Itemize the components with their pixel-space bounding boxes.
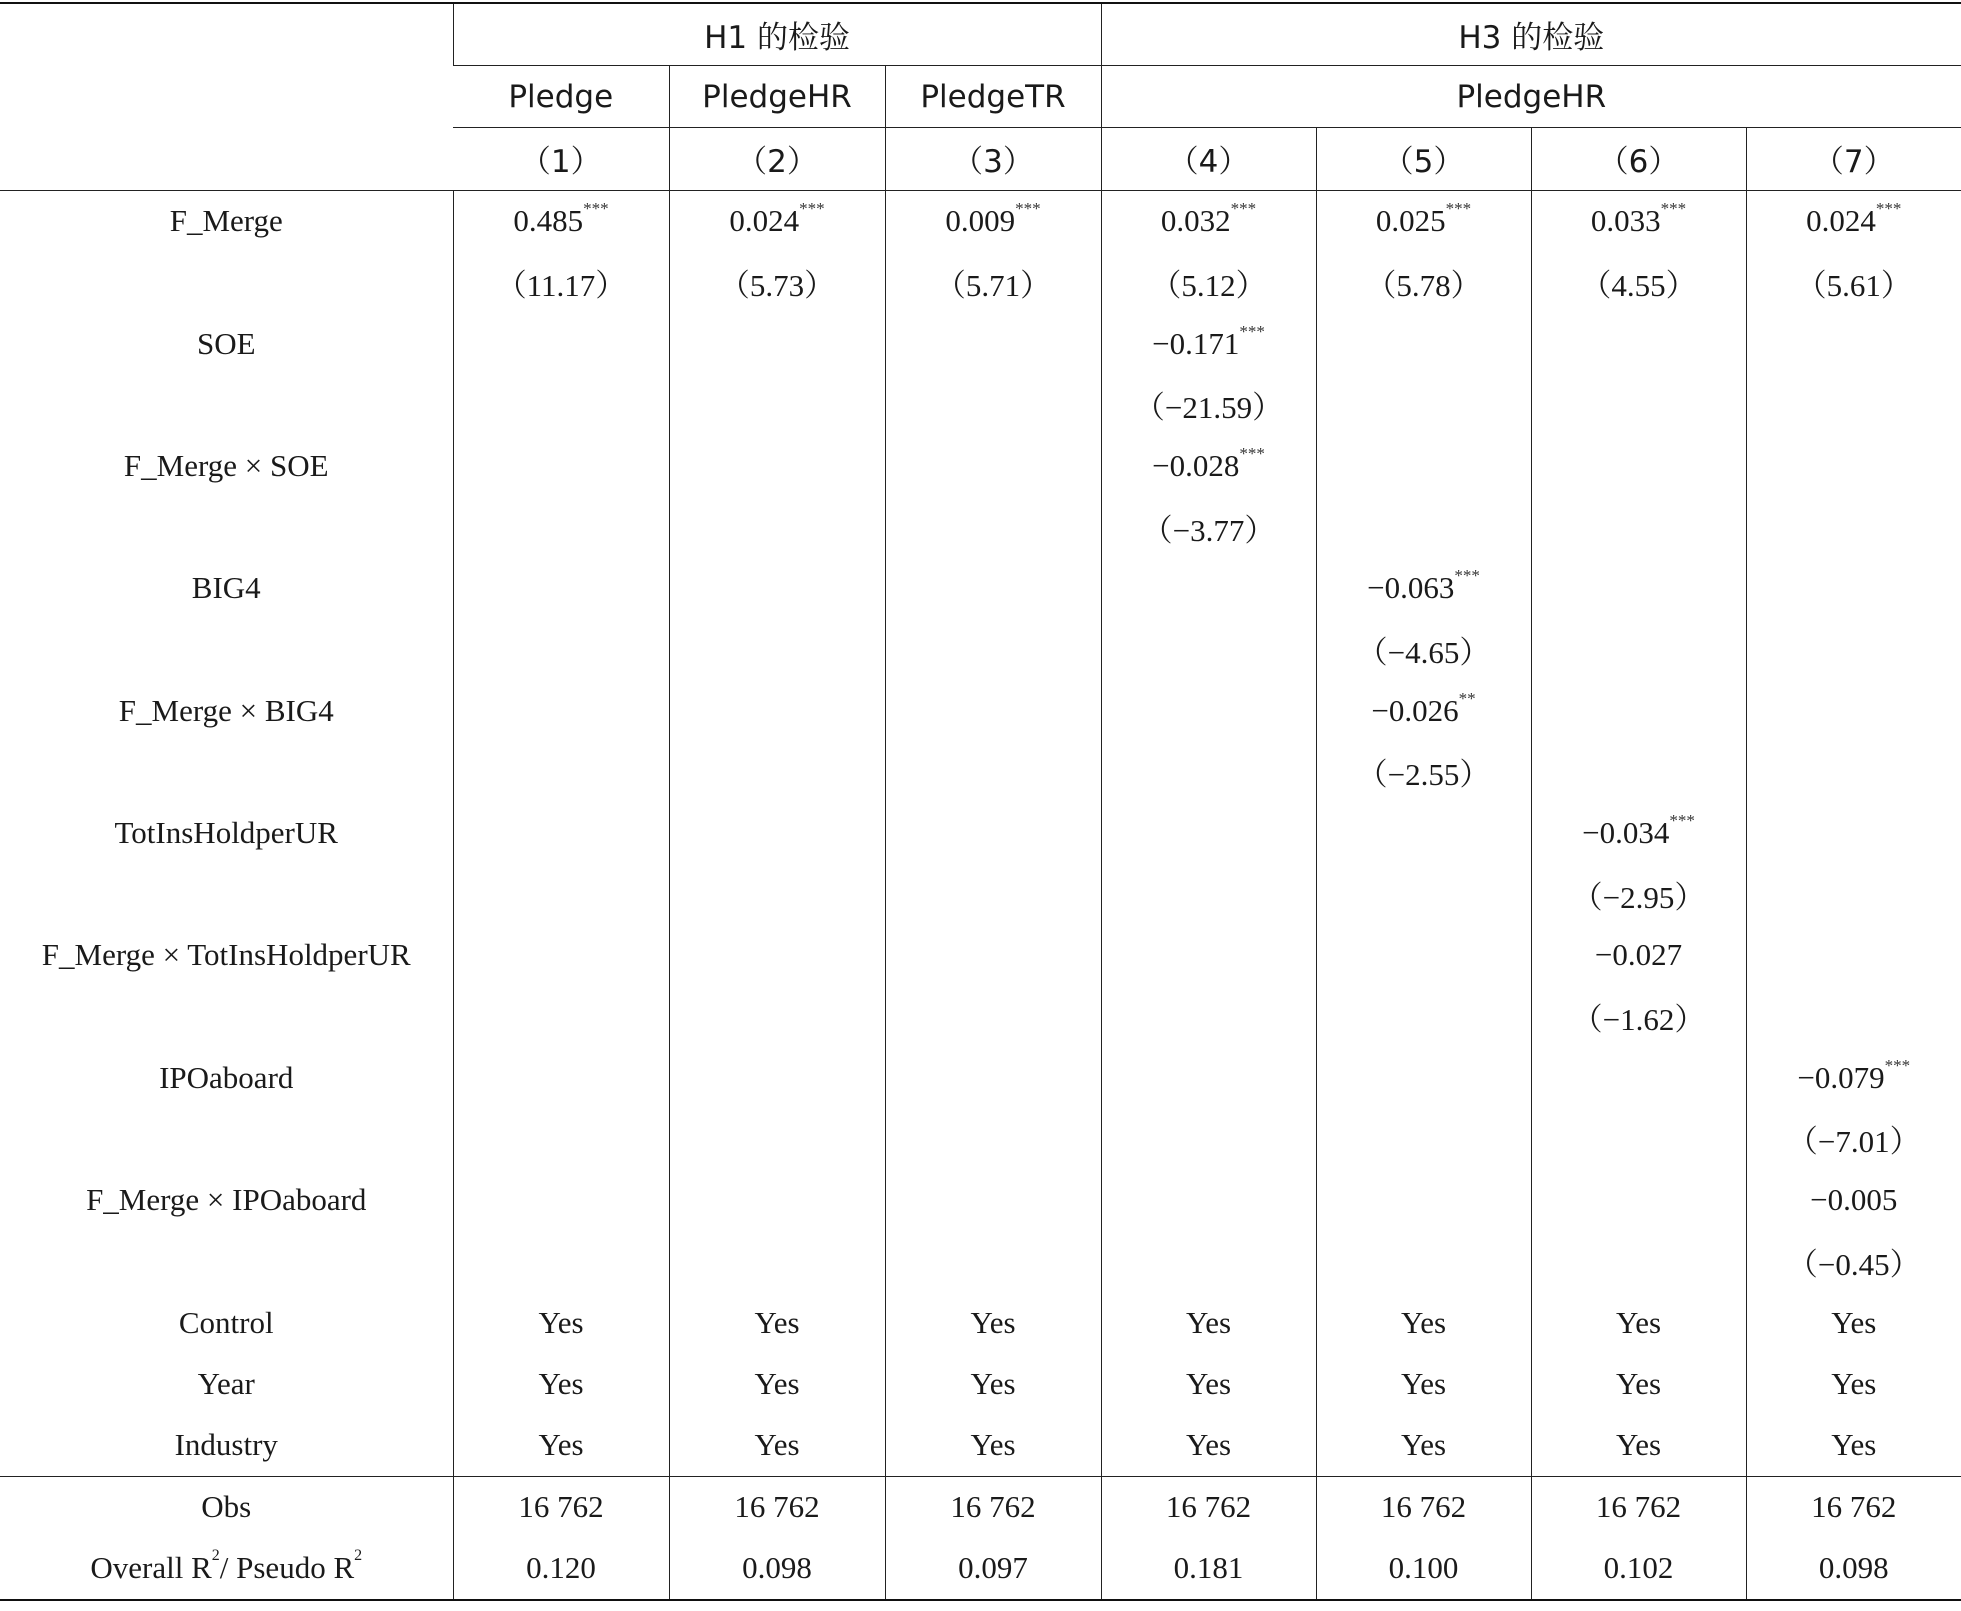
table-cell	[669, 497, 885, 558]
cell-value: 16 762	[950, 1489, 1036, 1525]
cell-value: Yes	[754, 1304, 800, 1340]
row-label: Obs	[0, 1476, 453, 1538]
table-cell	[453, 1353, 669, 1414]
table-cell	[1316, 435, 1531, 496]
table-cell	[1316, 1170, 1531, 1231]
table-cell	[1101, 1292, 1316, 1353]
row-label: Year	[197, 1365, 255, 1401]
table-cell	[885, 558, 1101, 619]
significance-stars: ***	[1015, 199, 1041, 219]
table-cell	[453, 864, 669, 925]
group-header-h1: H1 的检验	[453, 3, 1101, 66]
table-cell	[453, 925, 669, 986]
table-cell	[1746, 1292, 1961, 1353]
table-row	[0, 558, 1961, 619]
cell-value: 0.033	[1590, 203, 1661, 239]
table-cell	[1746, 680, 1961, 741]
significance-stars: ***	[1239, 321, 1265, 341]
table-row	[0, 1170, 1961, 1231]
column-number: （5）	[1316, 128, 1531, 190]
row-label: TotInsHoldperUR	[114, 815, 338, 851]
cell-value: Yes	[1831, 1426, 1877, 1462]
table-cell	[1531, 313, 1746, 374]
cell-value: Yes	[754, 1365, 800, 1401]
table-cell	[1316, 1414, 1531, 1476]
table-cell	[1101, 252, 1316, 313]
table-cell	[669, 1414, 885, 1476]
cell-value: （11.17）	[495, 267, 627, 303]
table-cell	[1101, 1231, 1316, 1292]
table-cell: 0.181	[1101, 1538, 1316, 1600]
significance-stars: **	[1458, 688, 1476, 708]
table-cell	[1746, 435, 1961, 496]
table-cell	[1746, 190, 1961, 252]
table-cell	[669, 680, 885, 741]
table-cell	[1746, 558, 1961, 619]
table-cell	[1746, 864, 1961, 925]
table-cell	[1316, 680, 1531, 741]
table-cell	[1746, 741, 1961, 802]
table-cell	[885, 1047, 1101, 1108]
table-cell	[1101, 1170, 1316, 1231]
table-cell	[885, 313, 1101, 374]
table-cell	[885, 1476, 1101, 1538]
depvar-header: Pledge	[453, 66, 669, 128]
table-cell	[885, 1231, 1101, 1292]
significance-stars: ***	[1230, 199, 1257, 219]
cell-value: （−3.77）	[1141, 512, 1276, 548]
table-cell	[1531, 252, 1746, 313]
table-cell	[1746, 1353, 1961, 1414]
table-cell	[1316, 252, 1531, 313]
table-cell	[1531, 1353, 1746, 1414]
table-cell	[885, 252, 1101, 313]
table-cell	[1531, 190, 1746, 252]
cell-value: Yes	[1185, 1426, 1232, 1462]
significance-stars: ***	[1660, 199, 1687, 219]
table-cell	[1316, 1231, 1531, 1292]
table-cell	[1101, 558, 1316, 619]
cell-value: −0.034	[1582, 815, 1670, 851]
cell-value: Yes	[538, 1365, 584, 1401]
table-cell	[1531, 1476, 1746, 1538]
cell-value: （−2.55）	[1356, 757, 1491, 793]
table-cell	[1316, 1047, 1531, 1108]
table-row	[0, 986, 1961, 1047]
table-cell	[1101, 1047, 1316, 1108]
cell-value: （−4.65）	[1356, 634, 1491, 670]
row-label: F_Merge × TotInsHoldperUR	[41, 937, 411, 973]
cell-value: −0.063	[1367, 570, 1455, 606]
table-cell	[1746, 1108, 1961, 1169]
table-cell	[453, 497, 669, 558]
table-cell	[1316, 313, 1531, 374]
table-cell	[1316, 497, 1531, 558]
table-cell	[453, 1231, 669, 1292]
table-cell	[885, 1108, 1101, 1169]
row-label: SOE	[196, 325, 256, 361]
cell-value: 16 762	[1380, 1489, 1467, 1525]
table-cell	[669, 986, 885, 1047]
cell-value: Yes	[970, 1365, 1016, 1401]
cell-value: 16 762	[518, 1489, 604, 1525]
table-row	[0, 1292, 1961, 1353]
table-cell	[669, 558, 885, 619]
table-cell	[885, 190, 1101, 252]
table-cell	[1101, 1353, 1316, 1414]
table-cell	[669, 1108, 885, 1169]
cell-value: −0.171	[1152, 325, 1240, 361]
cell-value: −0.026	[1371, 692, 1459, 728]
column-number: （2）	[669, 128, 885, 190]
table-cell	[1101, 741, 1316, 802]
table-row	[0, 1047, 1961, 1108]
table-cell	[1531, 497, 1746, 558]
superscript: 2	[354, 1547, 363, 1565]
table-cell	[1531, 1170, 1746, 1231]
significance-stars: ***	[799, 199, 825, 219]
table-cell	[1316, 925, 1531, 986]
table-cell	[885, 1170, 1101, 1231]
table-cell	[1316, 802, 1531, 863]
table-cell	[669, 619, 885, 680]
table-cell	[669, 374, 885, 435]
row-label	[0, 986, 453, 1047]
column-number: （7）	[1746, 128, 1961, 190]
table-cell	[1746, 802, 1961, 863]
cell-value: Yes	[538, 1304, 584, 1340]
table-cell	[1316, 741, 1531, 802]
table-cell	[453, 1047, 669, 1108]
table-cell	[1746, 374, 1961, 435]
table-cell	[1531, 1292, 1746, 1353]
table-cell	[453, 1108, 669, 1169]
significance-stars: ***	[1875, 199, 1902, 219]
table-cell	[669, 1170, 885, 1231]
cell-value: −0.005	[1810, 1182, 1898, 1218]
cell-value: （4.55）	[1580, 267, 1697, 303]
table-cell	[453, 802, 669, 863]
table-cell	[1316, 1353, 1531, 1414]
table-row	[0, 1353, 1961, 1414]
table-cell	[1101, 864, 1316, 925]
row-label	[0, 864, 453, 925]
table-cell: 0.100	[1316, 1538, 1531, 1600]
significance-stars: ***	[1669, 811, 1695, 831]
cell-value: Yes	[1615, 1365, 1662, 1401]
row-label: F_Merge × SOE	[123, 447, 329, 483]
table-row	[0, 313, 1961, 374]
cell-value: 16 762	[1595, 1489, 1682, 1525]
cell-value: （5.12）	[1150, 267, 1267, 303]
table-row	[0, 619, 1961, 680]
table-cell	[885, 435, 1101, 496]
table-cell	[1101, 925, 1316, 986]
significance-stars: ***	[1884, 1055, 1911, 1075]
table-row	[0, 374, 1961, 435]
table-cell: 0.120	[453, 1538, 669, 1600]
table-cell	[1531, 802, 1746, 863]
table-cell	[1746, 313, 1961, 374]
regression-table	[0, 2, 1961, 1601]
table-cell	[1531, 1231, 1746, 1292]
table-cell	[1531, 1414, 1746, 1476]
table-cell	[669, 1047, 885, 1108]
table-cell	[1746, 497, 1961, 558]
table-cell	[885, 619, 1101, 680]
column-number: （4）	[1101, 128, 1316, 190]
table-cell	[1316, 558, 1531, 619]
significance-stars: ***	[1445, 199, 1472, 219]
cell-value: Yes	[538, 1426, 584, 1462]
table-row	[0, 1476, 1961, 1538]
table-cell	[1746, 252, 1961, 313]
table-cell	[1316, 1108, 1531, 1169]
table-cell	[1531, 741, 1746, 802]
table-cell	[1746, 1047, 1961, 1108]
table-cell	[669, 190, 885, 252]
cell-value: （−0.45）	[1786, 1246, 1921, 1282]
significance-stars: ***	[1239, 443, 1265, 463]
depvar-header: PledgeHR	[669, 66, 885, 128]
table-row	[0, 190, 1961, 252]
table-row	[0, 864, 1961, 925]
cell-value: Yes	[1615, 1426, 1662, 1462]
table-cell	[1531, 558, 1746, 619]
table-cell	[885, 986, 1101, 1047]
row-label: F_Merge	[169, 203, 283, 239]
table-cell	[1746, 1231, 1961, 1292]
table-cell	[1531, 619, 1746, 680]
table-row	[0, 497, 1961, 558]
column-number: （6）	[1531, 128, 1746, 190]
cell-value: 0.032	[1160, 203, 1231, 239]
row-label	[0, 1108, 453, 1169]
table-cell	[453, 252, 669, 313]
table-row	[0, 1108, 1961, 1169]
table-cell	[1746, 1170, 1961, 1231]
table-cell	[885, 1353, 1101, 1414]
cell-value: Yes	[970, 1304, 1016, 1340]
table-cell	[1101, 680, 1316, 741]
table-cell	[453, 1292, 669, 1353]
table-cell	[453, 1414, 669, 1476]
row-label	[0, 619, 453, 680]
table-cell	[1101, 986, 1316, 1047]
cell-value: （5.78）	[1365, 267, 1482, 303]
table-cell	[669, 1231, 885, 1292]
table-cell	[1746, 619, 1961, 680]
table-row	[0, 741, 1961, 802]
table-cell	[669, 925, 885, 986]
table-cell	[1316, 190, 1531, 252]
table-cell	[1746, 1476, 1961, 1538]
cell-value: （5.71）	[934, 267, 1052, 303]
cell-value: 16 762	[1811, 1489, 1897, 1525]
table-cell	[453, 1170, 669, 1231]
cell-value: Yes	[1400, 1365, 1447, 1401]
r2-label-part: / Pseudo R	[219, 1550, 355, 1586]
table-cell	[1531, 986, 1746, 1047]
cell-value: Yes	[1400, 1426, 1447, 1462]
depvar-header: PledgeTR	[885, 66, 1101, 128]
table-cell	[1531, 1108, 1746, 1169]
cell-value: 0.485	[513, 203, 584, 239]
cell-value: （−7.01）	[1786, 1124, 1921, 1160]
table-cell	[1531, 925, 1746, 986]
table-cell	[453, 741, 669, 802]
row-label	[0, 497, 453, 558]
table-cell	[1316, 1292, 1531, 1353]
table-cell	[669, 313, 885, 374]
r2-row	[0, 1538, 1961, 1600]
table-cell	[453, 435, 669, 496]
cell-value: Yes	[1831, 1304, 1877, 1340]
cell-value: −0.028	[1152, 447, 1240, 483]
table-cell	[885, 1292, 1101, 1353]
cell-value: Yes	[754, 1426, 800, 1462]
cell-value: （−1.62）	[1571, 1002, 1706, 1038]
table-row	[0, 925, 1961, 986]
table-cell	[1316, 619, 1531, 680]
table-cell	[453, 558, 669, 619]
table-cell: 0.098	[1746, 1538, 1961, 1600]
row-label: F_Merge × BIG4	[118, 692, 334, 728]
table-cell	[1101, 1108, 1316, 1169]
row-label	[0, 1538, 453, 1600]
table-cell: 0.098	[669, 1538, 885, 1600]
table-cell	[669, 252, 885, 313]
table-cell	[885, 680, 1101, 741]
table-cell	[453, 680, 669, 741]
table-cell	[1316, 374, 1531, 435]
table-cell	[1746, 986, 1961, 1047]
group-header-h3: H3 的检验	[1101, 3, 1961, 66]
cell-value: （5.73）	[718, 267, 836, 303]
table-cell	[1101, 313, 1316, 374]
cell-value: −0.079	[1797, 1059, 1885, 1095]
depvar-header-h3: PledgeHR	[1101, 66, 1961, 128]
cell-value: （−2.95）	[1571, 879, 1706, 915]
cell-value: 16 762	[1165, 1489, 1252, 1525]
table-cell	[453, 313, 669, 374]
column-number: （1）	[453, 128, 669, 190]
table-cell	[669, 1292, 885, 1353]
table-cell	[1101, 802, 1316, 863]
row-label	[0, 374, 453, 435]
table-cell	[1316, 864, 1531, 925]
cell-value: 0.009	[945, 203, 1016, 239]
table-cell	[1531, 435, 1746, 496]
table-cell	[669, 435, 885, 496]
table-cell	[1101, 1476, 1316, 1538]
table-cell	[1101, 374, 1316, 435]
table-cell	[885, 864, 1101, 925]
row-label: IPOaboard	[159, 1059, 294, 1095]
table-cell	[1316, 986, 1531, 1047]
cell-value: 16 762	[734, 1489, 820, 1525]
table-row	[0, 435, 1961, 496]
cell-value: −0.027	[1594, 937, 1683, 973]
cell-value: （5.61）	[1795, 267, 1912, 303]
table-cell	[453, 374, 669, 435]
table-cell	[1531, 374, 1746, 435]
table-cell	[1101, 435, 1316, 496]
table-cell	[1531, 864, 1746, 925]
header-corner	[0, 3, 453, 190]
table-cell	[1101, 497, 1316, 558]
row-label	[0, 1231, 453, 1292]
table-row	[0, 680, 1961, 741]
table-cell	[885, 741, 1101, 802]
table-cell	[1316, 1476, 1531, 1538]
table-cell	[669, 1476, 885, 1538]
table-cell	[1101, 190, 1316, 252]
table-cell	[669, 1353, 885, 1414]
table-cell	[885, 925, 1101, 986]
table-cell	[669, 802, 885, 863]
r2-label-part: Overall R	[90, 1550, 212, 1586]
superscript: 2	[211, 1547, 220, 1565]
table-cell	[1746, 1414, 1961, 1476]
row-label	[0, 741, 453, 802]
row-label: Control	[178, 1304, 274, 1340]
cell-value: 0.024	[1806, 203, 1876, 239]
table-cell	[1101, 1414, 1316, 1476]
cell-value: Yes	[1615, 1304, 1662, 1340]
row-label: Industry	[174, 1426, 278, 1462]
cell-value: 0.025	[1375, 203, 1446, 239]
table-row	[0, 1414, 1961, 1476]
cell-value: Yes	[970, 1426, 1016, 1462]
table-cell	[1746, 925, 1961, 986]
significance-stars: ***	[583, 199, 609, 219]
table-cell: 0.102	[1531, 1538, 1746, 1600]
table-cell	[453, 986, 669, 1047]
table-cell	[1531, 680, 1746, 741]
row-label	[0, 252, 453, 313]
cell-value: Yes	[1185, 1365, 1232, 1401]
table-row	[0, 252, 1961, 313]
table-cell	[453, 190, 669, 252]
significance-stars: ***	[1454, 566, 1480, 586]
row-label: F_Merge × IPOaboard	[86, 1182, 367, 1218]
table-row	[0, 802, 1961, 863]
cell-value: Yes	[1185, 1304, 1232, 1340]
table-cell	[1531, 1047, 1746, 1108]
table-cell	[885, 802, 1101, 863]
cell-value: （−21.59）	[1133, 390, 1284, 426]
cell-value: Yes	[1400, 1304, 1447, 1340]
cell-value: Yes	[1831, 1365, 1877, 1401]
table-row	[0, 1231, 1961, 1292]
table-cell	[669, 741, 885, 802]
table-cell	[453, 619, 669, 680]
table-cell	[885, 1414, 1101, 1476]
table-cell	[885, 374, 1101, 435]
table-cell: 0.097	[885, 1538, 1101, 1600]
cell-value: 0.024	[729, 203, 800, 239]
row-label: BIG4	[191, 570, 261, 606]
group-header-row	[0, 3, 1961, 66]
table-cell	[669, 864, 885, 925]
table-cell	[453, 1476, 669, 1538]
column-number: （3）	[885, 128, 1101, 190]
table-cell	[1101, 619, 1316, 680]
table-cell	[885, 497, 1101, 558]
